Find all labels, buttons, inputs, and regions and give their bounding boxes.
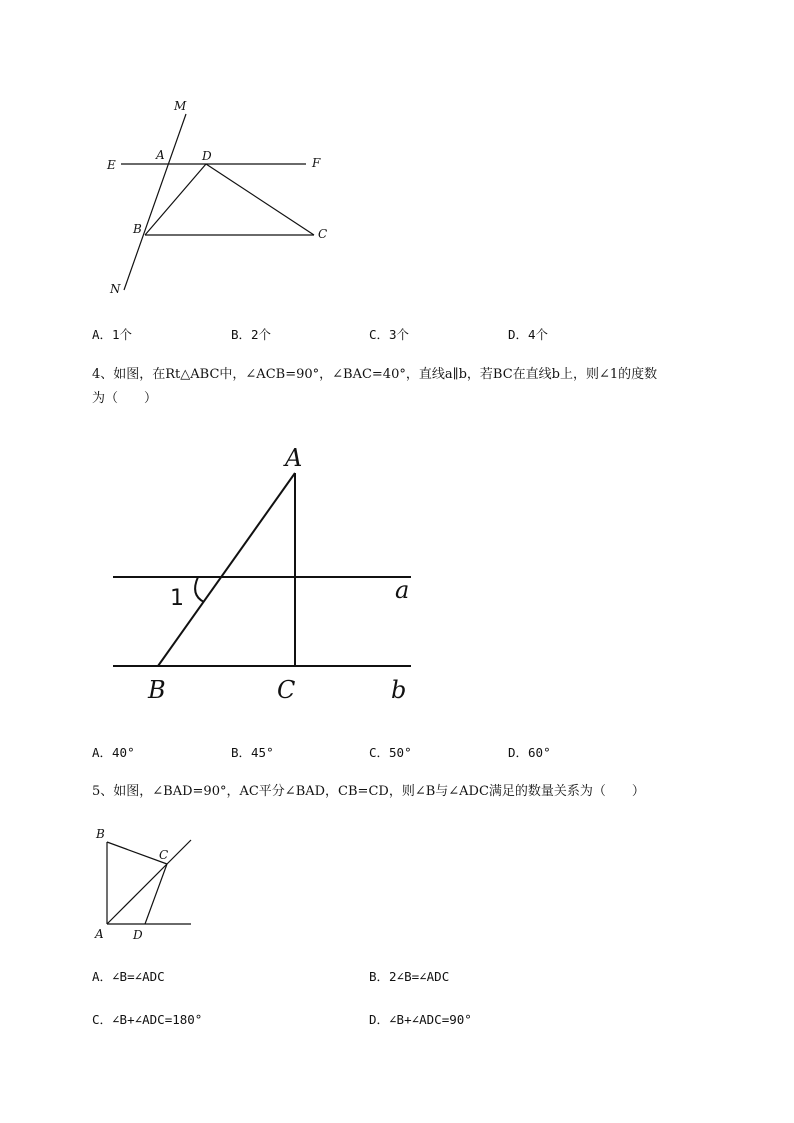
label-a: A [95, 927, 104, 941]
segment-dc [206, 164, 314, 235]
q5-option-d: D．∠B+∠ADC=90° [369, 1012, 472, 1027]
label-a-vertex: A [285, 444, 303, 472]
question-5-line-1: 5、如图，∠BAD=90°，AC平分∠BAD，CB=CD，则∠B与∠ADC满足的数量关系为（ ） [92, 784, 645, 799]
label-d: D [133, 928, 143, 942]
question-4-line-2: 为（ ） [92, 391, 158, 406]
q4-option-a: A．40° [92, 745, 135, 760]
q5-option-c: C．∠B+∠ADC=180° [92, 1012, 203, 1027]
label-line-a: a [395, 576, 410, 604]
angle-1-arc [195, 577, 204, 602]
figure-parallel-lines-triangle [0, 0, 794, 320]
question-4 [92, 363, 752, 411]
label-n: N [110, 282, 121, 296]
label-b: B [96, 827, 105, 841]
label-a: A [156, 148, 165, 162]
q4-option-c: C．50° [369, 745, 412, 760]
question-4-line-1: 4、如图，在Rt△ABC中，∠ACB=90°，∠BAC=40°，直线a∥b，若BC在直线b上，则∠1的度数 [92, 367, 658, 382]
q5-option-a: A．∠B=∠ADC [92, 969, 165, 984]
q3-option-b: B．2个 [231, 327, 272, 342]
label-c-vertex: C [277, 676, 296, 704]
segment-ab [158, 473, 295, 666]
segment-cd [145, 864, 167, 924]
label-e: E [107, 158, 116, 172]
q3-option-a: A．1个 [92, 327, 133, 342]
label-b-vertex: B [148, 676, 166, 704]
label-d: D [202, 149, 212, 163]
q5-option-b: B．2∠B=∠ADC [369, 969, 450, 984]
label-m: M [174, 99, 187, 113]
label-c: C [159, 848, 169, 862]
q4-option-b: B．45° [231, 745, 274, 760]
figure-right-triangle-parallel-lines [0, 430, 794, 710]
q3-option-c: C．3个 [369, 327, 410, 342]
figure-angle-bisector [0, 820, 794, 950]
segment-bc [107, 842, 167, 864]
label-line-b: b [391, 676, 407, 704]
label-angle-1: 1 [170, 586, 184, 611]
segment-bd [145, 164, 206, 235]
label-f: F [312, 156, 321, 170]
label-c: C [318, 227, 328, 241]
label-b: B [133, 222, 142, 236]
question-5 [92, 780, 752, 804]
line-mn [124, 114, 186, 290]
q4-option-d: D．60° [508, 745, 551, 760]
q3-option-d: D．4个 [508, 327, 549, 342]
